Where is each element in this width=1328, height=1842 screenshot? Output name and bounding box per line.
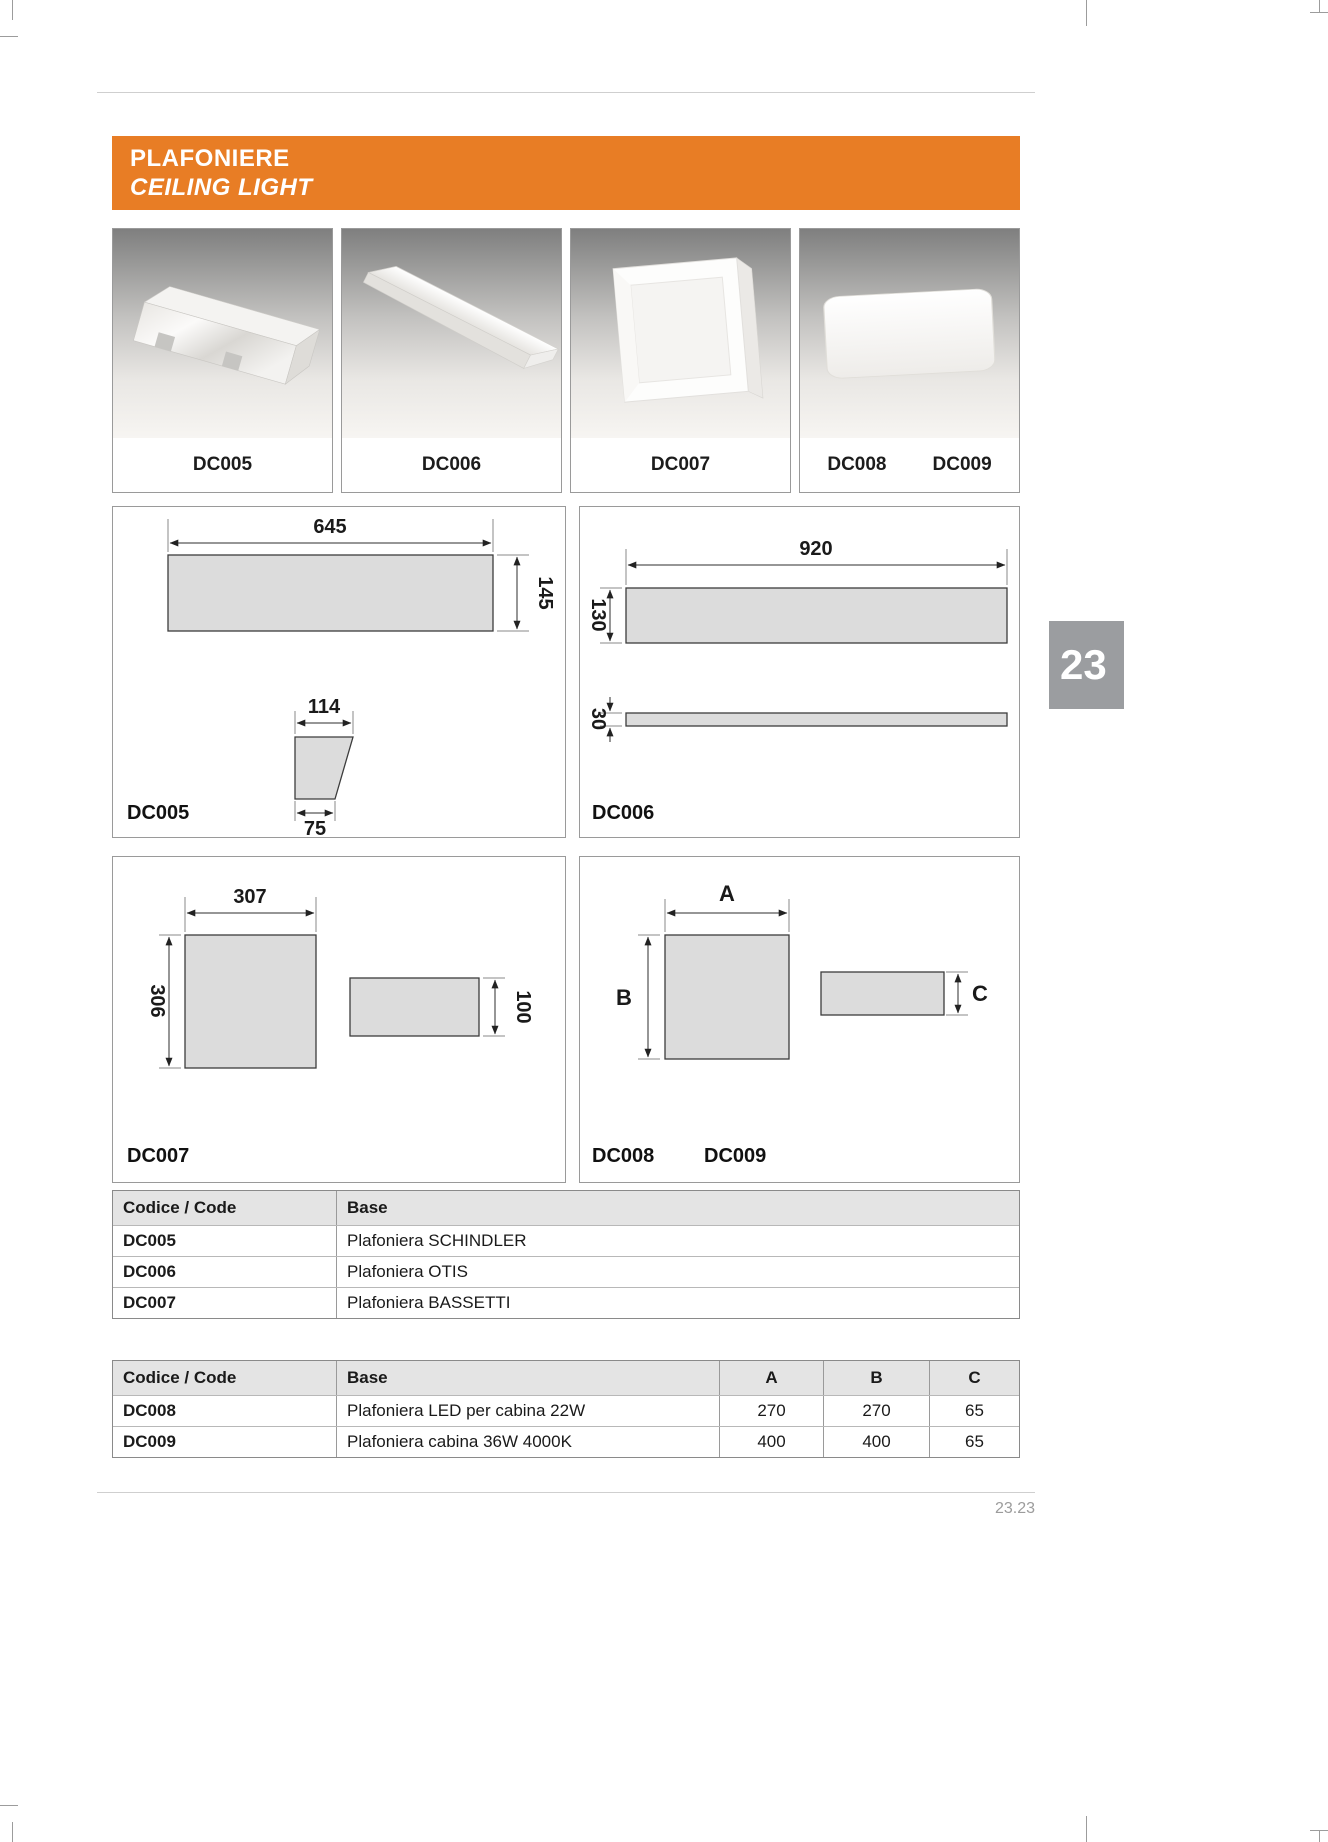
dim-thickness: 30 <box>587 707 609 731</box>
crop-mark <box>1086 0 1087 26</box>
dim-top-width: 114 <box>307 696 341 718</box>
dim-bottom-width: 75 <box>303 818 327 837</box>
cell-c: 65 <box>929 1396 1019 1426</box>
technical-drawing-dc005 <box>113 507 565 837</box>
product-code: DC009 <box>932 454 992 475</box>
crop-mark <box>0 36 18 37</box>
technical-drawing-dc006 <box>580 507 1019 837</box>
cell-a: 270 <box>719 1396 823 1426</box>
product-photo-dc007 <box>570 228 791 493</box>
table-row <box>113 1287 1019 1318</box>
cell-base: Plafoniera BASSETTI <box>336 1288 1019 1318</box>
product-caption <box>342 438 561 492</box>
page-number: 23.23 <box>994 1500 1035 1517</box>
technical-drawing-dc008-dc009 <box>580 857 1019 1182</box>
cell-code: DC009 <box>123 1432 176 1451</box>
dim-width: 920 <box>799 538 833 560</box>
column-header: A <box>719 1361 823 1395</box>
cell-b: 270 <box>823 1396 929 1426</box>
product-photo-dc006 <box>341 228 562 493</box>
column-header: Base <box>336 1361 719 1395</box>
crop-mark <box>12 0 13 20</box>
technical-drawing-dc007 <box>113 857 565 1182</box>
product-code: DC007 <box>650 454 711 475</box>
product-image-dc005 <box>113 229 332 438</box>
cell-base: Plafoniera cabina 36W 4000K <box>336 1427 719 1457</box>
crop-mark <box>12 1822 13 1842</box>
product-image-dc006 <box>342 229 561 438</box>
cell-code: DC008 <box>123 1401 176 1420</box>
page-title: PLAFONIERE <box>130 145 290 172</box>
chapter-tab <box>1049 621 1124 709</box>
drawing-dc007 <box>112 856 566 1183</box>
cell-code: DC005 <box>123 1231 176 1250</box>
product-caption <box>571 438 790 492</box>
crop-mark <box>1319 1830 1320 1842</box>
crop-mark <box>1319 0 1320 12</box>
product-photo-dc008-dc009 <box>799 228 1020 493</box>
product-code: DC006 <box>421 454 482 475</box>
dim-width: 307 <box>233 886 267 908</box>
drawing-dc006 <box>579 506 1020 838</box>
product-image-dc007 <box>571 229 790 438</box>
dim-width: 645 <box>313 516 347 538</box>
dim-height: 130 <box>587 598 609 632</box>
section-banner <box>112 136 1020 210</box>
table-row <box>113 1256 1019 1287</box>
dim-height: 306 <box>146 984 168 1018</box>
cell-base: Plafoniera OTIS <box>336 1257 1019 1287</box>
product-caption <box>113 438 332 492</box>
column-header: Base <box>336 1191 1019 1225</box>
product-caption <box>800 438 1019 492</box>
page-subtitle: CEILING LIGHT <box>130 174 313 201</box>
cell-code: DC007 <box>123 1293 176 1312</box>
cell-base: Plafoniera LED per cabina 22W <box>336 1396 719 1426</box>
codes-table-1 <box>112 1190 1020 1319</box>
chapter-tab-label: 23 <box>1060 641 1107 688</box>
cell-c: 65 <box>929 1427 1019 1457</box>
drawing-dc008-dc009 <box>579 856 1020 1183</box>
cell-code: DC006 <box>123 1262 176 1281</box>
table-header-row <box>113 1191 1019 1225</box>
column-header: C <box>929 1361 1019 1395</box>
drawing-dc005 <box>112 506 566 838</box>
cell-a: 400 <box>719 1427 823 1457</box>
product-photo-dc005 <box>112 228 333 493</box>
cell-b: 400 <box>823 1427 929 1457</box>
drawing-code: DC007 <box>127 1145 190 1167</box>
column-header: Codice / Code <box>123 1198 237 1217</box>
crop-mark <box>1086 1816 1087 1842</box>
codes-table-2 <box>112 1360 1020 1458</box>
table-row <box>113 1426 1019 1457</box>
column-header: B <box>823 1361 929 1395</box>
drawing-code: DC009 <box>704 1145 767 1167</box>
product-code: DC005 <box>192 454 253 475</box>
dim-height: 145 <box>534 576 556 610</box>
product-image-dc008-dc009 <box>800 229 1019 438</box>
table-row <box>113 1395 1019 1426</box>
drawing-code: DC008 <box>592 1145 655 1167</box>
cell-base: Plafoniera SCHINDLER <box>336 1226 1019 1256</box>
table-row <box>113 1225 1019 1256</box>
table-header-row <box>113 1361 1019 1395</box>
crop-mark <box>1310 12 1328 13</box>
dim-a: A <box>719 881 735 906</box>
dim-side-height: 100 <box>512 990 534 1024</box>
drawing-code: DC006 <box>592 802 655 824</box>
drawing-code: DC005 <box>127 802 190 824</box>
bottom-rule <box>97 1492 1035 1493</box>
dim-b: B <box>616 985 632 1010</box>
top-rule <box>97 92 1035 93</box>
product-code: DC008 <box>827 454 887 475</box>
crop-mark <box>0 1805 18 1806</box>
dim-c: C <box>972 981 988 1006</box>
column-header: Codice / Code <box>123 1368 237 1387</box>
